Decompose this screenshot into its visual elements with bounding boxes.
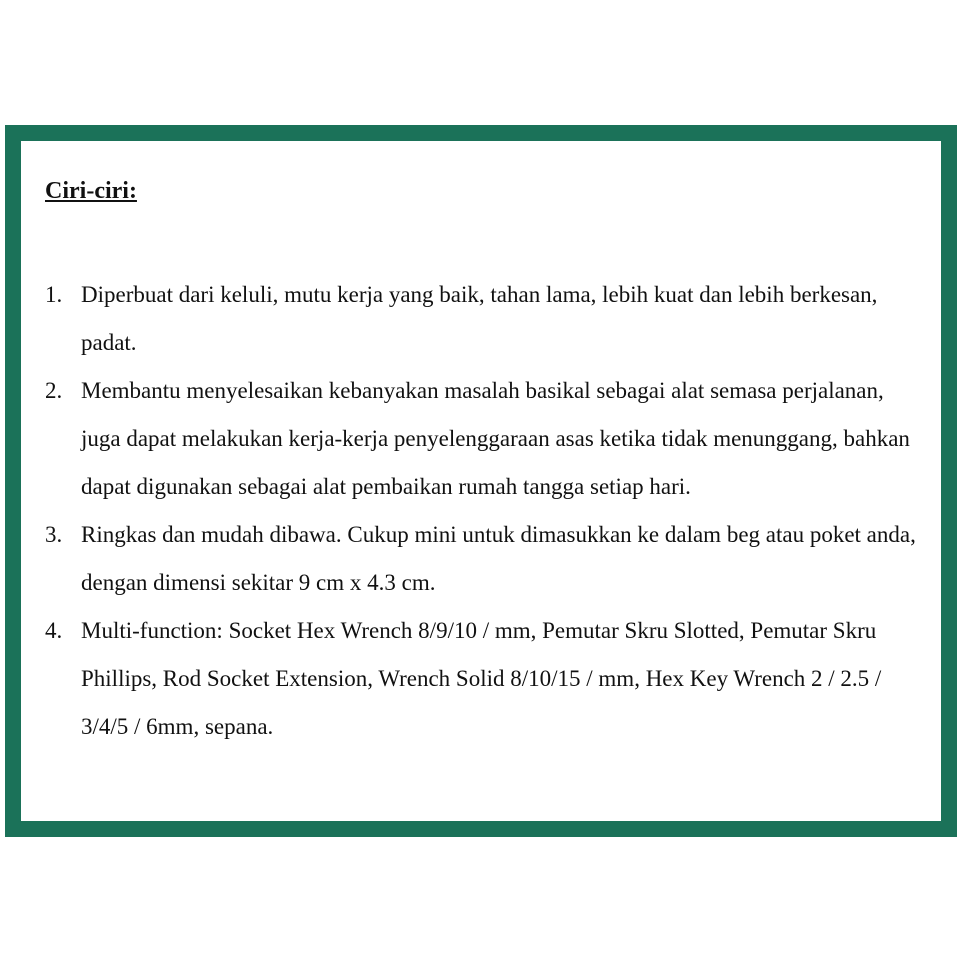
list-item-number: 2. bbox=[45, 378, 63, 403]
list-item-number: 3. bbox=[45, 522, 63, 547]
list-item-text: Membantu menyelesaikan kebanyakan masalah basikal sebagai alat semasa perjalanan, juga dapat melakukan kerja-kerja penyelenggaraan asas ketika tidak menunggang, bahkan dapat digunakan sebagai alat pembaikan rumah tangga setiap hari. bbox=[81, 378, 910, 499]
list-item bbox=[45, 367, 925, 511]
document-heading: Ciri-ciri: bbox=[45, 178, 137, 204]
feature-list bbox=[45, 271, 925, 751]
list-item-number: 4. bbox=[45, 618, 63, 643]
list-item bbox=[45, 607, 925, 751]
list-item-number: 1. bbox=[45, 282, 63, 307]
list-item-text: Multi-function: Socket Hex Wrench 8/9/10 / mm, Pemutar Skru Slotted, Pemutar Skru Phillips, Rod Socket Extension, Wrench Solid 8/10/15 / mm, Hex Key Wrench 2 / 2.5 / 3/4/5 / 6mm, sepana. bbox=[81, 618, 882, 739]
document-frame bbox=[5, 125, 957, 837]
document-content bbox=[45, 175, 925, 751]
list-item bbox=[45, 271, 925, 367]
list-item bbox=[45, 511, 925, 607]
list-item-text: Diperbuat dari keluli, mutu kerja yang baik, tahan lama, lebih kuat dan lebih berkesan, padat. bbox=[81, 282, 878, 355]
list-item-text: Ringkas dan mudah dibawa. Cukup mini untuk dimasukkan ke dalam beg atau poket anda, dengan dimensi sekitar 9 cm x 4.3 cm. bbox=[81, 522, 916, 595]
